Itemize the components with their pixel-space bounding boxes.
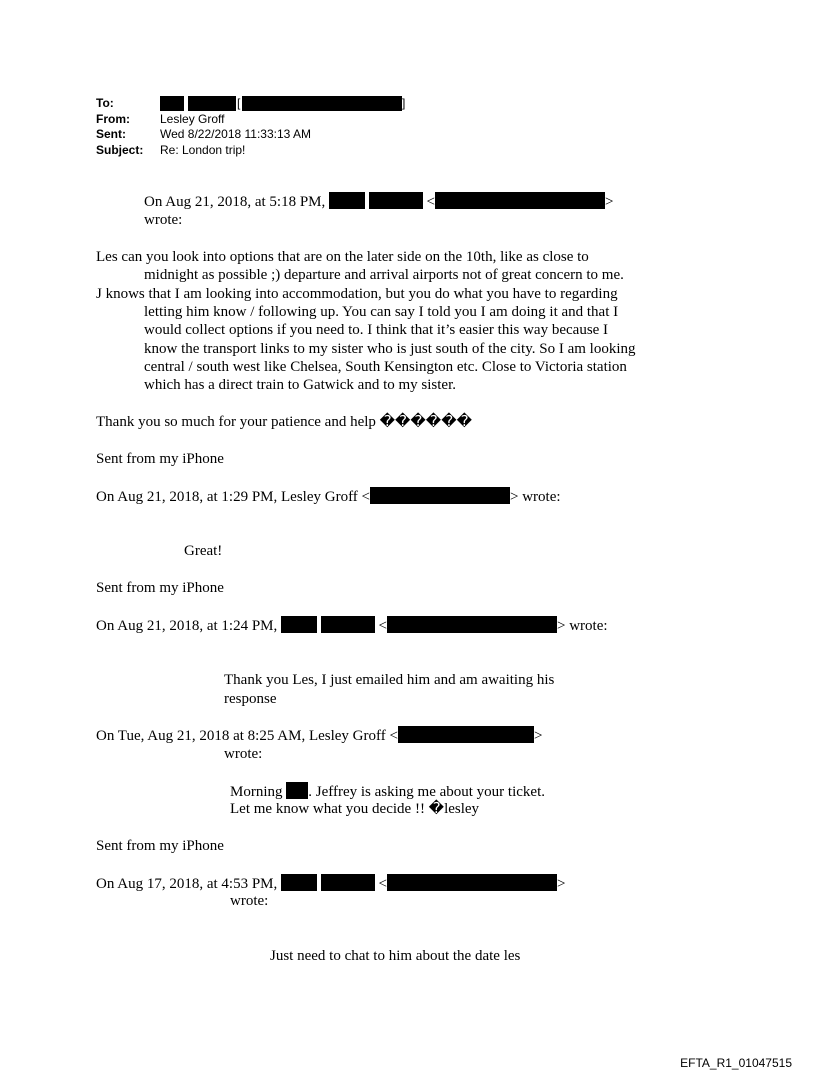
subject-label: Subject: [96, 143, 144, 157]
redaction-name-first [281, 874, 317, 891]
sent-label: Sent: [96, 127, 126, 141]
last-message: Just need to chat to him about the date les [270, 948, 521, 964]
quote-1-lt: < [426, 194, 435, 210]
sent-value: Wed 8/22/2018 11:33:13 AM [160, 127, 312, 141]
thanks-line: Thank you so much for your patience and help ������ [96, 414, 472, 430]
body-1-line: midnight as possible ;) departure and arrival airports not of great concern to me. [144, 267, 624, 283]
morning-pre: Morning [230, 784, 283, 800]
quote-5-lt: < [378, 876, 387, 892]
great-line: Great! [184, 543, 223, 559]
redaction-email [398, 726, 534, 743]
redaction-name-last [369, 192, 423, 209]
body-1-line: J knows that I am looking into accommodation, but you do what you have to regarding [96, 286, 618, 302]
redaction-name-last [321, 616, 375, 633]
quote-attribution-1 [144, 192, 613, 211]
morning-line-2: Let me know what you decide !! �lesley [230, 801, 480, 817]
body-1-line: central / south west like Chelsea, South Kensington etc. Close to Victoria station [144, 359, 627, 375]
redaction-to-last-name [188, 96, 236, 111]
morning-post: . Jeffrey is asking me about your ticket. [308, 784, 545, 800]
subject-value: Re: London trip! [160, 143, 246, 157]
quote-3-post: > wrote: [556, 618, 608, 634]
redaction-name-last [321, 874, 375, 891]
quote-4-pre: On Tue, Aug 21, 2018 at 8:25 AM, Lesley Groff < [96, 728, 398, 744]
quote-2-pre: On Aug 21, 2018, at 1:29 PM, Lesley Groff < [96, 489, 370, 505]
redaction-email [370, 487, 510, 504]
body-1-line: which has a direct train to Gatwick and to my sister. [144, 377, 457, 393]
quote-3-lt: < [378, 618, 387, 634]
redaction-email [387, 874, 557, 891]
quote-attribution-4 [96, 726, 542, 745]
body-3-line: response [224, 691, 277, 707]
quote-5-gt: > [556, 876, 566, 892]
redaction-to-email [242, 96, 402, 111]
email-header [0, 0, 816, 170]
redaction-name [286, 782, 308, 799]
quote-1-wrote: wrote: [144, 212, 183, 228]
quote-1-gt: > [604, 194, 614, 210]
body-1-line: Les can you look into options that are on the later side on the 10th, like as close to [96, 249, 589, 265]
quote-2-post: > wrote: [510, 489, 561, 505]
quote-4-wrote: wrote: [224, 746, 263, 762]
sent-from-iphone: Sent from my iPhone [96, 580, 224, 596]
redaction-to-first-name [160, 96, 184, 111]
quote-5-wrote: wrote: [230, 893, 269, 909]
quote-attribution-2 [96, 487, 561, 506]
redaction-name-first [281, 616, 317, 633]
quote-4-gt: > [533, 728, 543, 744]
body-1-line: letting him know / following up. You can say I told you I am doing it and that I [144, 304, 619, 320]
redaction-email [435, 192, 605, 209]
redaction-name-first [329, 192, 365, 209]
body-1-line: know the transport links to my sister who is just south of the city. So I am looking [144, 341, 636, 357]
sent-from-iphone: Sent from my iPhone [96, 451, 224, 467]
sent-from-iphone: Sent from my iPhone [96, 838, 224, 854]
quote-attribution-5 [96, 874, 565, 893]
redaction-email [387, 616, 557, 633]
body-1-line: would collect options if you need to. I think that it’s easier this way because I [144, 322, 609, 338]
quote-1-date: On Aug 21, 2018, at 5:18 PM, [144, 194, 326, 210]
document-id: EFTA_R1_01047515 [680, 1056, 792, 1070]
morning-line [230, 782, 545, 801]
from-label: From: [96, 112, 130, 126]
to-label: To: [96, 96, 114, 110]
to-bracket-open: [ [237, 96, 241, 110]
body-3-line: Thank you Les, I just emailed him and am awaiting his [224, 672, 555, 688]
to-bracket-close: ] [402, 96, 406, 110]
from-value: Lesley Groff [160, 112, 225, 126]
quote-5-pre: On Aug 17, 2018, at 4:53 PM, [96, 876, 278, 892]
quote-3-pre: On Aug 21, 2018, at 1:24 PM, [96, 618, 278, 634]
quote-attribution-3 [96, 616, 608, 635]
